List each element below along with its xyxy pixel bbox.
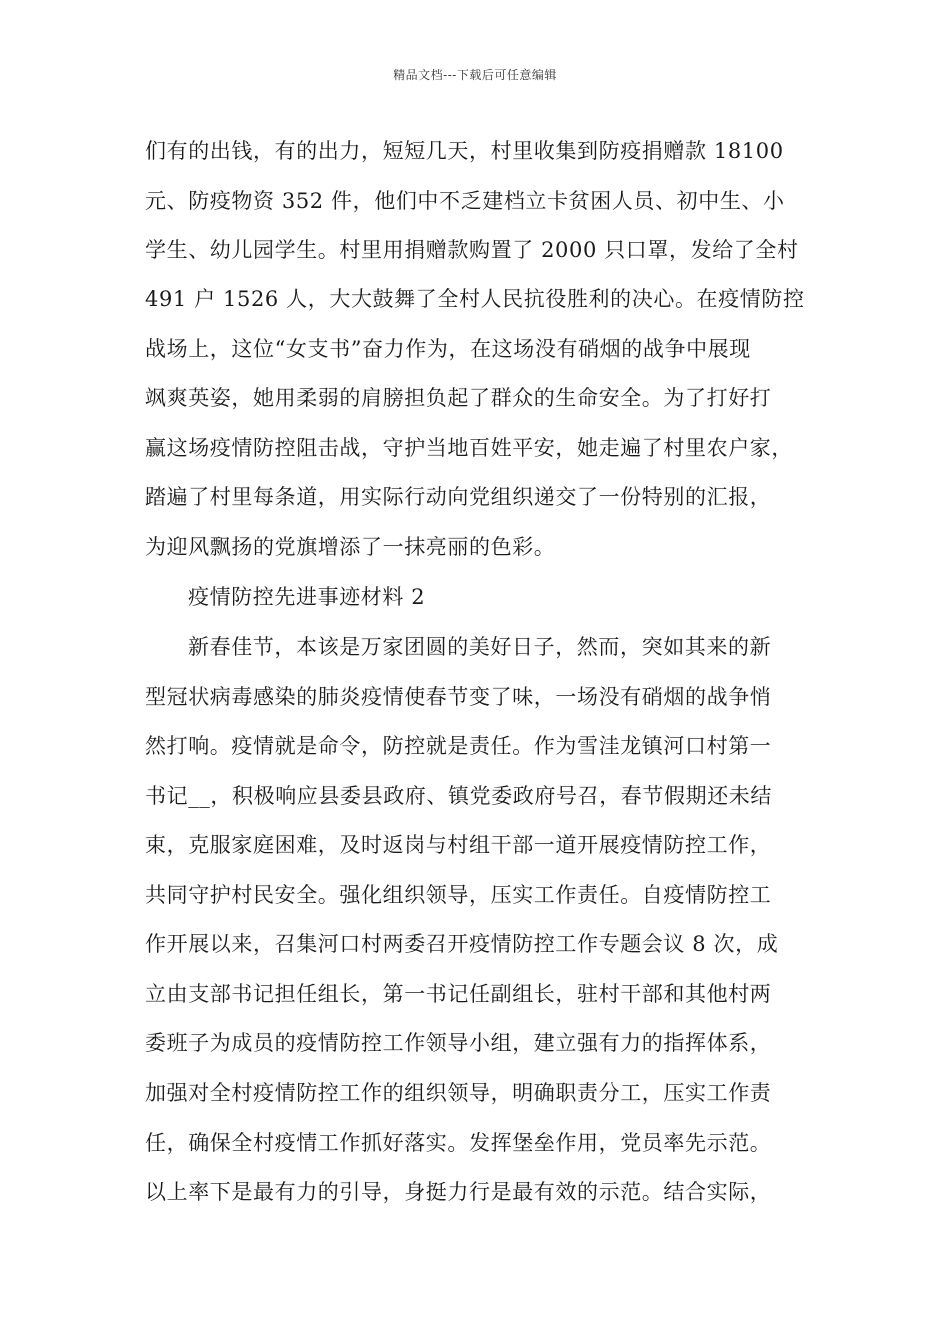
paragraph-line: 共同守护村民安全。强化组织领导，压实工作责任。自疫情防控工	[145, 883, 772, 907]
section-title: 疫情防控先进事迹材料 2	[188, 585, 426, 609]
paragraph-line: 型冠状病毒感染的肺炎疫情使春节变了味，一场没有硝烟的战争悄	[145, 685, 772, 709]
paragraph-line: 元、防疫物资 352 件，他们中不乏建档立卡贫困人员、初中生、小	[145, 189, 785, 213]
paragraph-line: 赢这场疫情防控阻击战，守护当地百姓平安，她走遍了村里农户家，	[145, 436, 793, 460]
paragraph-line: 任，确保全村疫情工作抓好落实。发挥堡垒作用，党员率先示范。	[145, 1131, 772, 1155]
paragraph-line: 新春佳节，本该是万家团圆的美好日子，然而，突如其来的新	[188, 635, 772, 659]
paragraph-line: 书记__，积极响应县委县政府、镇党委政府号召，春节假期还未结	[145, 784, 772, 808]
paragraph-line: 以上率下是最有力的引导，身挺力行是最有效的示范。结合实际，	[145, 1180, 772, 1204]
paragraph-line: 飒爽英姿，她用柔弱的肩膀担负起了群众的生命安全。为了打好打	[145, 386, 772, 410]
paragraph-line: 束，克服家庭困难，及时返岗与村组干部一道开展疫情防控工作，	[145, 833, 772, 857]
paragraph-line: 然打响。疫情就是命令，防控就是责任。作为雪洼龙镇河口村第一	[145, 734, 772, 758]
paragraph-line: 战场上，这位“女支书”奋力作为，在这场没有硝烟的战争中展现	[145, 337, 751, 361]
paragraph-line: 委班子为成员的疫情防控工作领导小组，建立强有力的指挥体系，	[145, 1031, 772, 1055]
paragraph-line: 加强对全村疫情防控工作的组织领导，明确职责分工，压实工作责	[145, 1081, 772, 1105]
paragraph-line: 作开展以来，召集河口村两委召开疫情防控工作专题会议 8 次，成	[145, 932, 779, 956]
paragraph-line: 学生、幼儿园学生。村里用捐赠款购置了 2000 只口罩，发给了全村	[145, 238, 799, 262]
paragraph-line: 们有的出钱，有的出力，短短几天，村里收集到防疫捐赠款 18100	[145, 139, 784, 163]
paragraph-line: 491 户 1526 人，大大鼓舞了全村人民抗役胜利的决心。在疫情防控	[145, 287, 805, 311]
paragraph-line: 为迎风飘扬的党旗增添了一抹亮丽的色彩。	[145, 535, 556, 559]
page-header: 精品文档---下载后可任意编辑	[393, 68, 557, 82]
paragraph-line: 立由支部书记担任组长，第一书记任副组长，驻村干部和其他村两	[145, 982, 772, 1006]
paragraph-line: 踏遍了村里每条道，用实际行动向党组织递交了一份特别的汇报，	[145, 485, 772, 509]
